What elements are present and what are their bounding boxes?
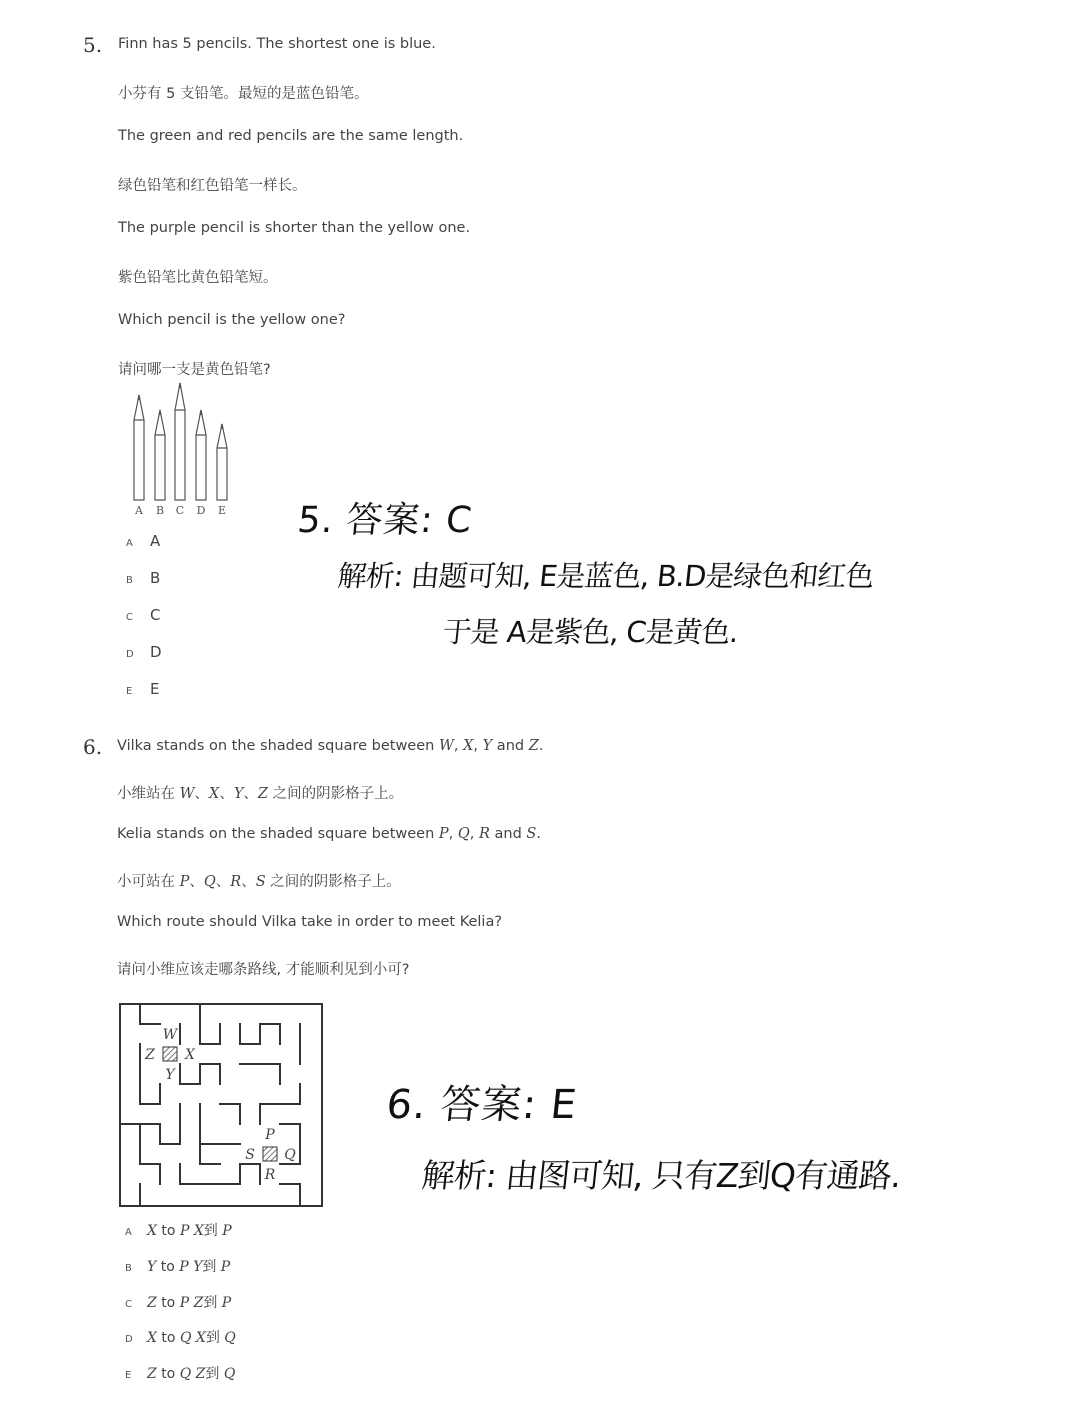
q6-handwritten-answer: 6. 答案: E — [384, 1082, 580, 1128]
maze-label-z: Z — [145, 1047, 155, 1063]
q5-line-1: Finn has 5 pencils. The shortest one is blue. — [118, 36, 436, 52]
q5-handwritten-analysis-1: 解析: 由题可知, E是蓝色, B.D是绿色和红色 — [336, 559, 876, 593]
maze-label-y: Y — [165, 1067, 175, 1083]
q5-line-4: 绿色铅笔和红色铅笔一样长。 — [118, 178, 307, 194]
q5-option-d[interactable] — [126, 643, 162, 661]
option-text: E — [150, 680, 160, 698]
option-letter: E — [126, 686, 133, 697]
q6-question: Which route should Vilka take in order to meet Kelia? — [117, 914, 503, 930]
kelia-square — [263, 1147, 277, 1161]
q6-line-2: 小维站在 W、X、Y、Z 之间的阴影格子上。 — [117, 786, 404, 802]
option-text: D — [150, 643, 162, 661]
pencil-a — [134, 395, 144, 500]
pencil-d — [196, 410, 206, 500]
q5-line-5: The purple pencil is shorter than the yellow one. — [118, 220, 471, 236]
pencil-label-a: A — [135, 504, 143, 517]
pencil-label-b: B — [155, 504, 165, 517]
q6-handwritten-analysis: 解析: 由图可知, 只有Z到Q有通路. — [419, 1156, 903, 1195]
q6-option-c[interactable]: C Z to P Z到 P — [125, 1295, 232, 1311]
maze-label-x: X — [185, 1047, 195, 1063]
pencil-c — [175, 383, 185, 500]
q6-line-1: Vilka stands on the shaded square between W, X, Y and Z. — [117, 738, 544, 754]
pencil-e — [217, 424, 227, 500]
pencil-label-e: E — [217, 504, 227, 517]
q6-line-3: Kelia stands on the shaded square between P, Q, R and S. — [117, 826, 541, 842]
maze-label-p: P — [265, 1127, 275, 1143]
q5-option-c[interactable] — [126, 606, 160, 624]
q5-line-6: 紫色铅笔比黄色铅笔短。 — [118, 270, 278, 286]
maze-label-w: W — [162, 1027, 178, 1043]
q5-option-b[interactable] — [126, 569, 160, 587]
q6-number: 6. — [83, 735, 103, 759]
pencils-figure — [120, 380, 250, 520]
q5-option-a[interactable] — [126, 532, 160, 550]
option-letter: C — [126, 612, 133, 623]
q6-option-b[interactable]: B Y to P Y到 P — [125, 1259, 231, 1275]
option-letter: D — [126, 649, 134, 660]
maze-label-r: R — [264, 1167, 276, 1183]
q5-question: Which pencil is the yellow one? — [118, 312, 346, 328]
q6-question-cn: 请问小维应该走哪条路线, 才能顺利见到小可? — [117, 962, 410, 978]
option-letter: A — [126, 538, 133, 549]
q5-line-2: 小芬有 5 支铅笔。最短的是蓝色铅笔。 — [118, 86, 369, 102]
q6-option-e[interactable]: E Z to Q Z到 Q — [125, 1366, 236, 1382]
q5-number: 5. — [83, 33, 103, 57]
maze-label-s: S — [245, 1147, 255, 1163]
q5-line-3: The green and red pencils are the same length. — [118, 128, 464, 144]
pencil-label-d: D — [196, 504, 206, 517]
option-text: C — [150, 606, 161, 624]
vilka-square — [163, 1047, 177, 1061]
q6-line-4: 小可站在 P、Q、R、S 之间的阴影格子上。 — [117, 874, 401, 890]
maze-figure — [118, 1002, 324, 1208]
pencil-b — [155, 410, 165, 500]
q6-option-d[interactable]: D X to Q X到 Q — [125, 1330, 236, 1346]
q5-option-e[interactable] — [126, 680, 159, 698]
option-letter: B — [126, 575, 133, 586]
pencil-label-c: C — [175, 504, 185, 517]
q5-handwritten-analysis-2: 于是 A是紫色, C是黄色. — [441, 615, 740, 649]
option-text: A — [150, 532, 161, 550]
option-text: B — [150, 569, 161, 587]
q6-option-a[interactable]: A X to P X到 P — [125, 1223, 232, 1239]
q5-question-cn: 请问哪一支是黄色铅笔? — [118, 362, 271, 378]
maze-label-q: Q — [284, 1147, 296, 1163]
q5-handwritten-answer: 5. 答案: C — [295, 500, 475, 541]
